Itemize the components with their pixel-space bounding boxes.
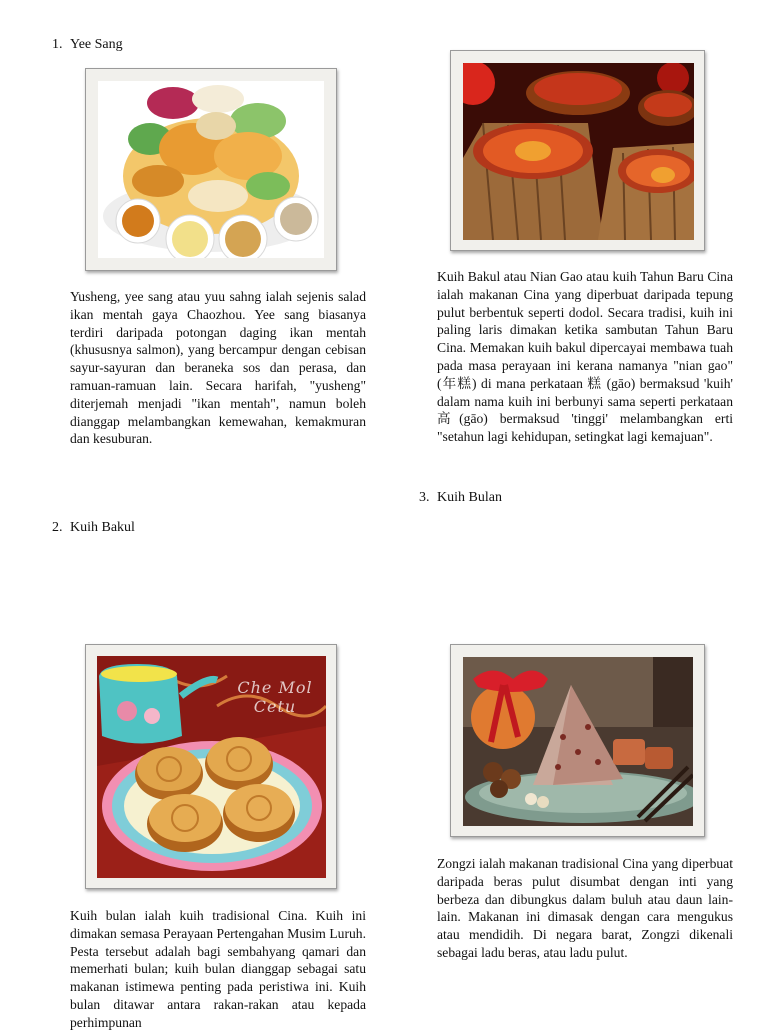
- paragraph-zongzi: Zongzi ialah makanan tradisional Cina yang diperbuat daripada beras pulut disumbat dengan inti yang berbeza dan dibungkus dalam buluh atau daun lain-lain. Makanan ini dimasak dengan cara mengukus atau mendidih. Di negara barat, Zongzi dikenali sebagai ladu beras, atau ladu pulut.: [437, 856, 733, 960]
- paragraph-kuih-bulan: Kuih bulan ialah kuih tradisional Cina. Kuih ini dimakan semasa Perayaan Pertengahan Musim Luruh. Pesta tersebut adalah bagi sembahyang qamari dan memerhati bulan; kuih bulan dianggap sebagai satu makanan istimewa penting pada peristiwa ini. Kuih bulan ditawar antara rakan-rakan atau kepada perhimpunan: [70, 908, 366, 1030]
- kuih-bakul-illustration: [463, 63, 694, 240]
- yee-sang-illustration: [98, 81, 324, 258]
- heading-yee-sang: 1. Yee Sang: [52, 37, 123, 52]
- yee-sang-photo: [98, 81, 324, 258]
- image-frame-kuih-bulan: [85, 644, 337, 889]
- zongzi-illustration: [463, 657, 693, 826]
- heading-kuih-bulan: 3. Kuih Bulan: [419, 490, 502, 505]
- kuih-bakul-photo: [463, 63, 694, 240]
- paragraph-kuih-bakul: Kuih Bakul atau Nian Gao atau kuih Tahun Baru Cina ialah makanan Cina yang diperbuat daripada tepung pulut berbentuk seperti dodol. Secara tradisi, kuih ini paling laris dimakan ketika sambutan Tahun Baru Cina. Memakan kuih bakul dipercayai membawa tuah pada masa perayaan ini kerana namanya "nian gao" (年糕) di mana perkataan 糕 (gāo) bermaksud 'kuih' dalam nama kuih ini berbunyi sama seperti perkataan 高(gāo) bermaksud 'tinggi' melambangkan erti "setahun lagi kehidupan, setingkat lagi kemajuan".: [437, 269, 733, 445]
- paragraph-yee-sang: Yusheng, yee sang atau yuu sahng ialah sejenis salad ikan mentah gaya Chaozhou. Yee sang biasanya terdiri daripada potongan daging ikan mentah (khususnya salmon), yang bercampur dengan cebisan sayur-sayuran dan beraneka sos dan perasa, dan ramuan-ramuan lain. Secara harifah, "yusheng" diterjemah menjadi "ikan mentah", namun boleh dianggap melambangkan kemewahan, kemakmuran dan kesuburan.: [70, 289, 366, 447]
- mooncake-watermark: Che Mol Cetu: [237, 678, 313, 716]
- image-frame-zongzi: [450, 644, 705, 837]
- image-frame-yee-sang: [85, 68, 337, 271]
- zongzi-photo: [463, 657, 693, 826]
- heading-kuih-bakul: 2. Kuih Bakul: [52, 520, 135, 535]
- kuih-bulan-photo: [97, 656, 326, 878]
- image-frame-kuih-bakul: [450, 50, 705, 251]
